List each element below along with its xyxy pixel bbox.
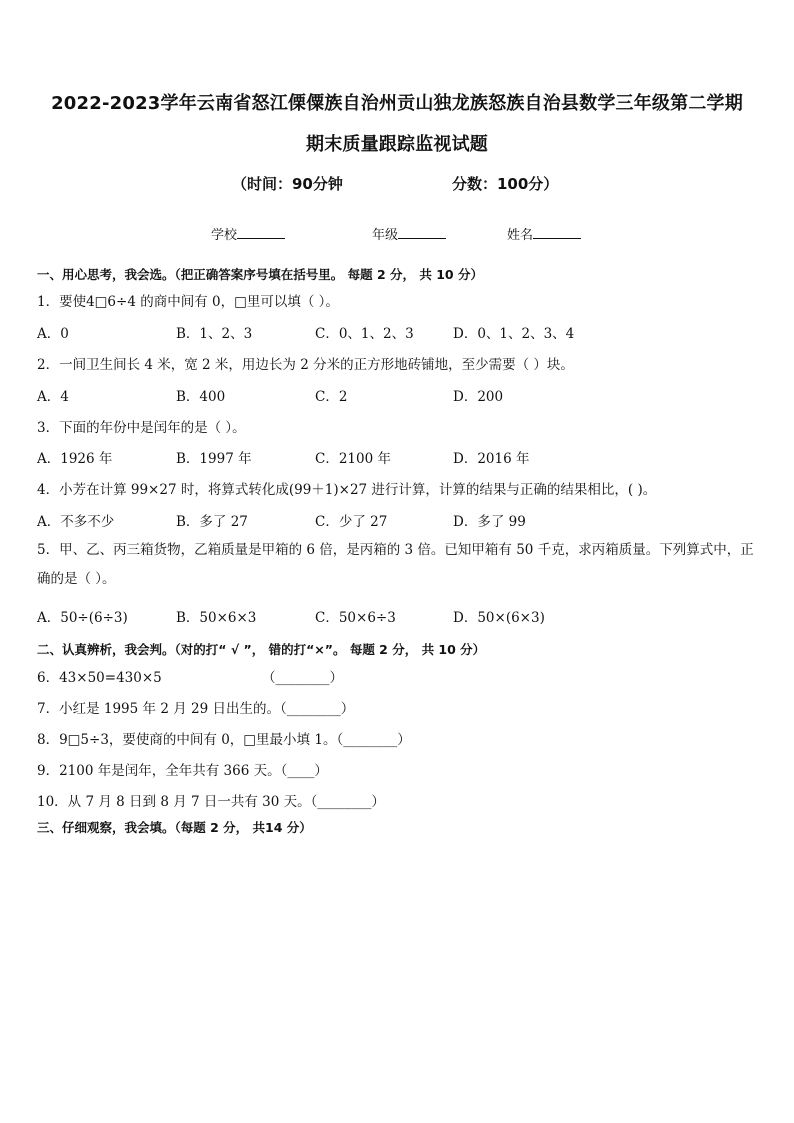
grade-field	[372, 224, 446, 243]
question-6-answer-blank[interactable]: （________）	[262, 670, 343, 686]
section-heading-fill: 三、仔细观察，我会填。（每题 2 分， 共14 分）	[37, 820, 312, 835]
question-10	[37, 790, 385, 810]
exam-time: （时间：90分钟	[232, 175, 343, 193]
question-2-option-a[interactable]: A．4	[37, 389, 69, 405]
question-1-option-c[interactable]: C．0、1、2、3	[315, 326, 414, 342]
section-heading-judge: 二、认真辨析，我会判。（对的打“ √ ”， 错的打“×”。 每题 2 分， 共 10 分）	[37, 642, 486, 657]
question-9-text: 9．2100 年是闰年，全年共有 366 天。	[37, 763, 281, 779]
question-3-option-b[interactable]: B．1997 年	[176, 451, 252, 467]
name-label: 姓名	[507, 228, 534, 243]
question-2-option-c[interactable]: C．2	[315, 389, 348, 405]
question-4-option-b[interactable]: B．多了 27	[176, 514, 248, 530]
question-6-text: 6．43×50=430×5	[37, 670, 162, 686]
question-1-option-a[interactable]: A．0	[37, 326, 69, 342]
school-field	[211, 224, 285, 243]
question-4-option-a[interactable]: A．不多不少	[37, 514, 115, 530]
question-1: 1．要使4□6÷4 的商中间有 0，□里可以填（ ）。	[37, 294, 339, 310]
question-3: 3．下面的年份中是闰年的是（ ）。	[37, 420, 246, 436]
question-2-option-b[interactable]: B．400	[176, 389, 226, 405]
question-5-option-d[interactable]: D．50×(6×3)	[453, 610, 545, 626]
grade-blank[interactable]	[398, 227, 446, 239]
question-5-option-a[interactable]: A．50÷(6÷3)	[37, 610, 128, 626]
question-6	[37, 666, 162, 686]
question-8-answer-blank[interactable]: （________）	[336, 732, 411, 748]
question-1-option-b[interactable]: B．1、2、3	[176, 326, 253, 342]
question-7-answer-blank[interactable]: （________）	[279, 701, 355, 717]
question-9-answer-blank[interactable]: （____）	[280, 763, 328, 779]
question-4-option-c[interactable]: C．少了 27	[315, 514, 388, 530]
exam-title-line2: 期末质量跟踪监视试题	[306, 134, 488, 155]
school-label: 学校	[211, 228, 238, 243]
question-9	[37, 759, 328, 779]
question-7	[37, 697, 354, 717]
question-3-option-c[interactable]: C．2100 年	[315, 451, 391, 467]
question-4-option-d[interactable]: D．多了 99	[453, 514, 526, 530]
question-5-option-b[interactable]: B．50×6×3	[176, 610, 257, 626]
question-3-option-a[interactable]: A．1926 年	[37, 451, 113, 467]
question-1-option-d[interactable]: D．0、1、2、3、4	[453, 326, 575, 342]
name-field	[507, 224, 581, 243]
grade-label: 年级	[372, 228, 399, 243]
question-5-option-c[interactable]: C．50×6÷3	[315, 610, 396, 626]
question-2: 2．一间卫生间长 4 米，宽 2 米，用边长为 2 分米的正方形地砖铺地，至少需要（ ）块。	[37, 357, 574, 373]
question-8-text: 8．9□5÷3，要使商的中间有 0，□里最小填 1。	[37, 732, 337, 748]
question-7-text: 7．小红是 1995 年 2 月 29 日出生的。	[37, 701, 280, 717]
question-3-option-d[interactable]: D．2016 年	[453, 451, 530, 467]
school-blank[interactable]	[237, 227, 285, 239]
exam-score: 分数：100分）	[452, 175, 559, 193]
question-5: 5．甲、乙、丙三箱货物，乙箱质量是甲箱的 6 倍，是丙箱的 3 倍。已知甲箱有 50 千克，求丙箱质量。下列算式中，正确的是（ ）。	[37, 542, 754, 587]
section-heading-choice: 一、用心思考，我会选。（把正确答案序号填在括号里。 每题 2 分， 共 10 分）	[37, 267, 483, 282]
question-2-option-d[interactable]: D．200	[453, 389, 504, 405]
name-blank[interactable]	[533, 227, 581, 239]
question-10-answer-blank[interactable]: （________）	[310, 794, 385, 810]
question-10-text: 10．从 7 月 8 日到 8 月 7 日一共有 30 天。	[37, 794, 311, 810]
question-8	[37, 728, 411, 748]
question-4: 4．小芳在计算 99×27 时，将算式转化成(99＋1)×27 进行计算，计算的结果与正确的结果相比，( )。	[37, 482, 657, 498]
exam-title-line1: 2022-2023学年云南省怒江傈僳族自治州贡山独龙族怒族自治县数学三年级第二学期	[51, 93, 743, 114]
